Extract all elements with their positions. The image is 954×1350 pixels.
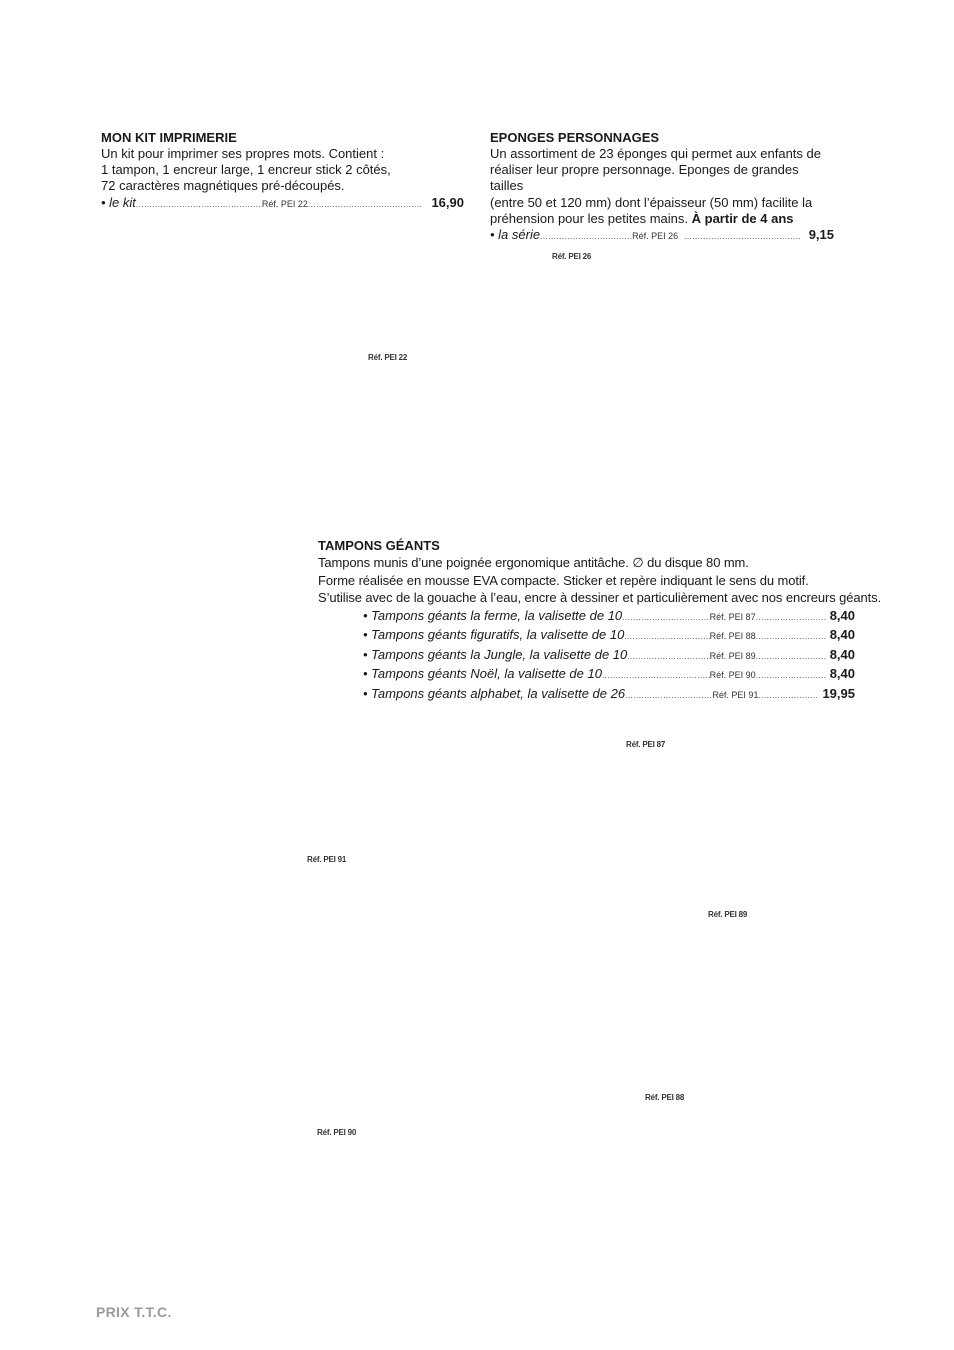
item-label: • Tampons géants la Jungle, la valisette de 10 xyxy=(363,646,628,662)
price-line xyxy=(363,607,855,627)
leader-dots xyxy=(136,197,262,213)
age-label: À partir de 4 ans xyxy=(691,210,794,226)
leader-dots xyxy=(624,628,709,646)
image-caption-pei22: Réf. PEI 22 xyxy=(368,353,408,362)
image-caption-pei87: Réf. PEI 87 xyxy=(626,740,666,749)
price: 8,40 xyxy=(829,627,855,643)
product-description: Un assortiment de 23 éponges qui permet aux enfants de réaliser leur propre personnage. Eponges de grandes tailles (entre 50 et 120 mm) dont l’épaisseur (50 mm) facilite la préhension pour les petites mains. À partir de 4 ans xyxy=(490,146,821,226)
price-note: PRIX T.T.C. xyxy=(96,1304,172,1320)
product-title: EPONGES PERSONNAGES xyxy=(490,130,660,145)
leader-dots xyxy=(684,229,801,245)
price: 8,40 xyxy=(829,646,855,662)
product-eponges-personnages xyxy=(490,130,834,245)
product-kit-imprimerie xyxy=(101,130,464,213)
leader-dots xyxy=(758,687,818,705)
price: 8,40 xyxy=(829,607,855,623)
leader-dots xyxy=(625,687,712,705)
item-label: • Tampons géants la ferme, la valisette de 10 xyxy=(363,607,623,623)
reference: Réf. PEI 89 xyxy=(709,650,756,661)
leader-dots xyxy=(627,648,709,666)
product-title: MON KIT IMPRIMERIE xyxy=(101,130,237,145)
product-description: Un kit pour imprimer ses propres mots. Contient : 1 tampon, 1 encreur large, 1 encreur stick 2 côtés, 72 caractères magnétiques pré-découpés. xyxy=(101,146,391,194)
price: 8,40 xyxy=(829,666,855,682)
price: 9,15 xyxy=(808,227,834,243)
reference: Réf. PEI 87 xyxy=(709,611,756,622)
item-label: • la série xyxy=(490,227,541,243)
reference: Réf. PEI 26 xyxy=(632,231,679,242)
image-caption-pei89: Réf. PEI 89 xyxy=(708,910,748,919)
product-description: Tampons munis d’une poignée ergonomique antitâche. ∅ du disque 80 mm. Forme réalisée en mousse EVA compacte. Sticker et repère indiquant le sens du motif. S’utilise avec de la gouache à l’eau, encre à dessiner et particulièrement avec nos encreurs géants. xyxy=(318,555,882,605)
leader-dots xyxy=(622,609,709,627)
leader-dots xyxy=(540,229,632,245)
product-title: TAMPONS GÉANTS xyxy=(318,538,440,553)
image-caption-pei91: Réf. PEI 91 xyxy=(307,855,347,864)
price: 16,90 xyxy=(431,194,464,210)
leader-dots xyxy=(308,197,424,213)
price-line xyxy=(490,227,834,245)
item-label: • Tampons géants Noël, la valisette de 10 xyxy=(363,666,602,682)
leader-dots xyxy=(756,667,826,685)
item-label: • le kit xyxy=(101,194,136,210)
leader-dots xyxy=(756,648,826,666)
price-line xyxy=(363,685,855,705)
item-label: • Tampons géants alphabet, la valisette de 26 xyxy=(363,685,626,701)
price-line xyxy=(101,195,464,213)
image-caption-pei90: Réf. PEI 90 xyxy=(317,1128,357,1137)
reference: Réf. PEI 90 xyxy=(709,670,756,681)
product-tampons-geants xyxy=(318,538,888,704)
item-label: • Tampons géants figuratifs, la valisette de 10 xyxy=(363,627,625,643)
reference: Réf. PEI 88 xyxy=(709,631,756,642)
leader-dots xyxy=(756,609,826,627)
reference: Réf. PEI 91 xyxy=(712,689,759,700)
price-line xyxy=(363,646,855,666)
price-list xyxy=(363,607,855,705)
image-caption-pei88: Réf. PEI 88 xyxy=(645,1093,685,1102)
price: 19,95 xyxy=(822,685,855,701)
leader-dots xyxy=(602,667,710,685)
leader-dots xyxy=(756,628,826,646)
price-line xyxy=(363,626,855,646)
price-line xyxy=(363,665,855,685)
reference: Réf. PEI 22 xyxy=(261,198,308,209)
image-caption-pei26: Réf. PEI 26 xyxy=(552,252,592,261)
